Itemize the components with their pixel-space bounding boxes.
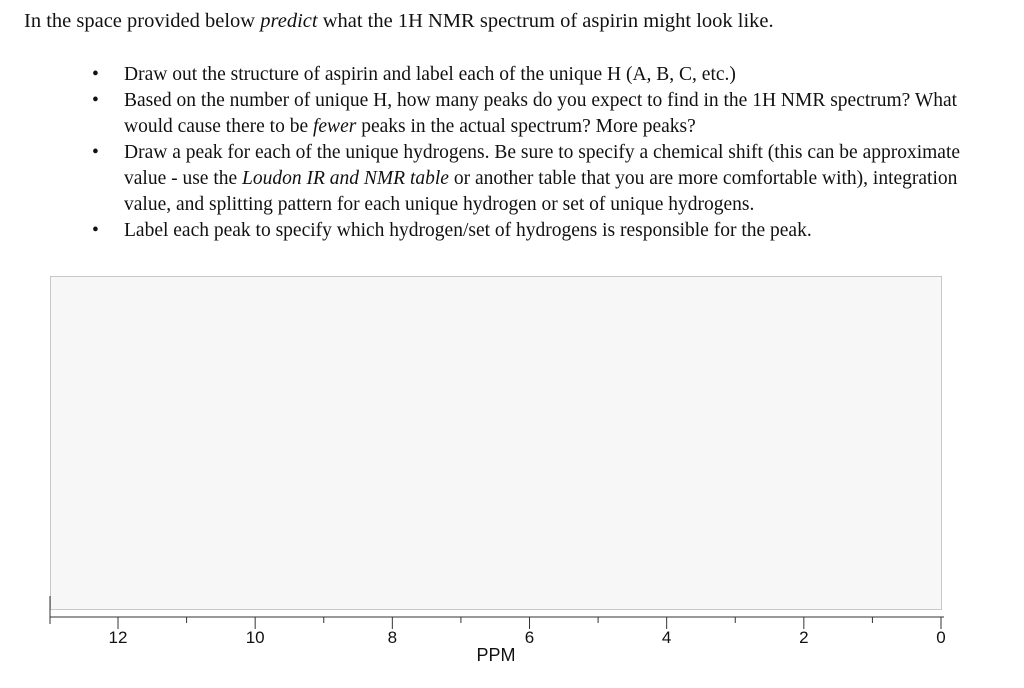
- tick-label: 12: [108, 628, 128, 647]
- text-run: Draw out the structure of aspirin and label each of the unique H (A, B, C, etc.): [124, 64, 736, 85]
- bullet-marker: •: [92, 220, 99, 241]
- tick-label: 4: [661, 628, 672, 647]
- emphasis-text: predict: [260, 10, 318, 32]
- tick-label: 0: [936, 628, 946, 647]
- tick-label: 2: [799, 628, 809, 647]
- axis-ticks: [109, 617, 946, 647]
- text-run: Draw a peak for each of the unique hydrogens. Be sure to specify a chemical shift (this can be approximate value - use the: [124, 142, 961, 189]
- emphasis-text: fewer: [312, 116, 357, 137]
- bullet-marker: •: [92, 64, 99, 85]
- text-run: what the 1H NMR spectrum of aspirin might look like.: [317, 10, 774, 32]
- emphasis-text: Loudon IR and NMR table: [242, 168, 449, 189]
- text-run: peaks in the actual spectrum? More peaks?: [356, 116, 696, 137]
- x-axis-label: PPM: [476, 645, 516, 665]
- text-run: In the space provided below: [24, 10, 261, 32]
- tick-label: 6: [524, 628, 535, 647]
- bullet-marker: •: [92, 142, 99, 163]
- tick-label: 10: [245, 628, 265, 647]
- text-run: Based on the number of unique H, how many peaks do you expect to find in the 1H NMR spectrum? What would cause there to be: [124, 90, 958, 137]
- text-run: or another table that you are more comfortable with), integration value, and splitting pattern for each unique hydrogen or set of unique hydrogens.: [124, 168, 958, 215]
- bullet-marker: •: [92, 90, 99, 111]
- tick-label: 8: [387, 628, 398, 647]
- text-run: Label each peak to specify which hydrogen/set of hydrogens is responsible for the peak.: [124, 220, 812, 241]
